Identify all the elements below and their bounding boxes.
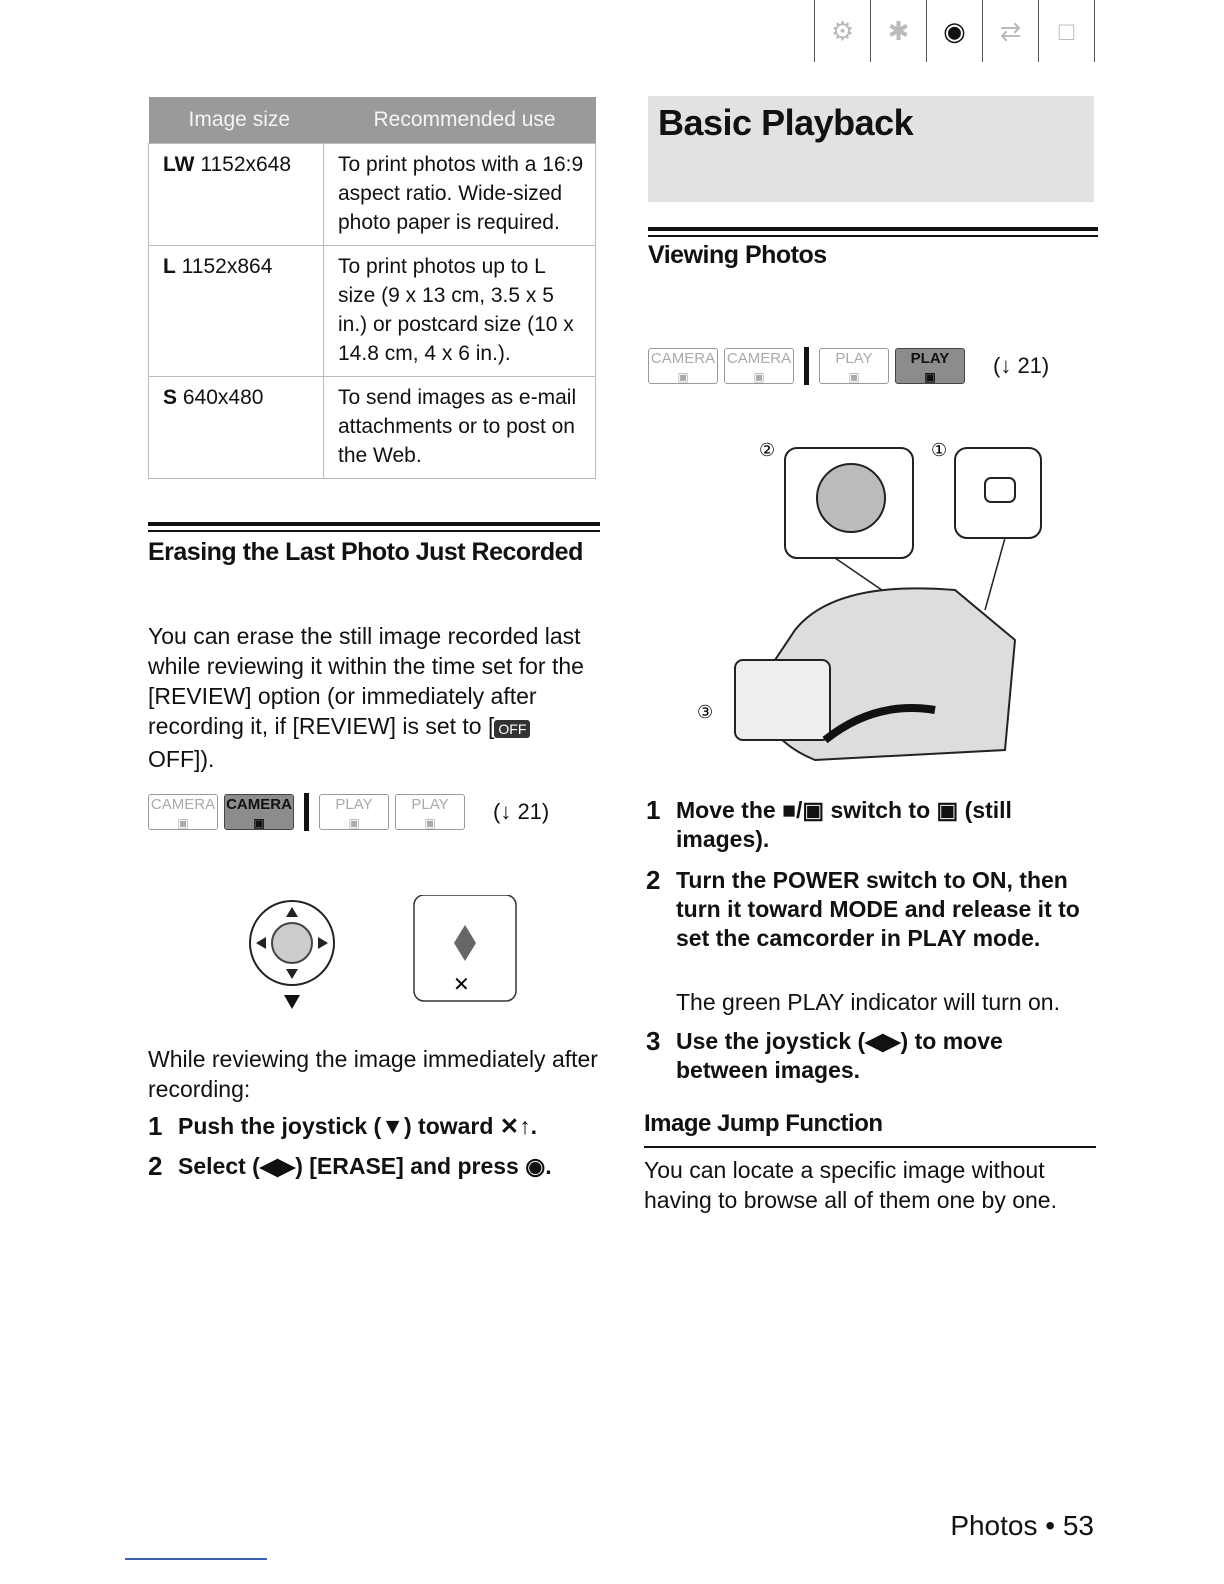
viewing-heading: Viewing Photos xyxy=(648,241,827,269)
playback-mode-selector xyxy=(648,347,1049,385)
mode-camera-still: CAMERA ▣ xyxy=(724,348,794,384)
mode-separator xyxy=(804,347,809,385)
section-rule xyxy=(148,522,600,526)
erase-step: 2 Select (◀▶) [ERASE] and press ◉. xyxy=(148,1151,552,1181)
still-camera-icon: ◉ xyxy=(926,0,982,62)
joystick-center xyxy=(272,923,312,963)
mode-play-still: PLAY ▣ xyxy=(395,794,465,830)
section-rule xyxy=(148,530,600,532)
page-title: Basic Playback xyxy=(658,102,914,143)
size-code: L xyxy=(163,255,176,278)
step-note: The green PLAY indicator will turn on. xyxy=(676,989,1060,1015)
mode-camera-still: CAMERA ▣ xyxy=(224,794,294,830)
page-reference: (↓ 21) xyxy=(493,799,550,824)
playback-step: 3 Use the joystick (◀▶) to move between images. xyxy=(646,1026,1003,1083)
print-icon: □ xyxy=(1038,0,1095,62)
joystick-diagram xyxy=(240,895,530,1015)
callout-number: ① xyxy=(931,440,948,461)
decorative-line xyxy=(125,1558,267,1560)
mode-separator xyxy=(304,793,309,831)
mode-camera-movie: CAMERA ▣ xyxy=(148,794,218,830)
transfer-icon: ⇄ xyxy=(982,0,1038,62)
size-code: LW xyxy=(163,153,195,176)
edit-mode-icon: ✱ xyxy=(870,0,926,62)
callout-number: ③ xyxy=(697,702,714,723)
mode-switch xyxy=(985,478,1015,502)
size-value: 1152x648 xyxy=(200,153,292,176)
camcorder-illustration xyxy=(695,440,1055,770)
chapter-icon-strip xyxy=(814,0,1095,62)
table-header-use: Recommended use xyxy=(324,97,596,144)
jump-text: You can locate a specific image without having to browse all of them one by one. xyxy=(644,1157,1057,1213)
erase-step: 1 Push the joystick (▼) toward ✕↑. xyxy=(148,1111,537,1141)
use-text: To print photos with a 16:9 aspect ratio. Wide-sized photo paper is required. xyxy=(324,144,596,246)
table-row xyxy=(149,377,596,479)
image-size-table xyxy=(148,97,596,479)
size-value: 640x480 xyxy=(182,386,264,409)
table-row xyxy=(149,144,596,246)
trash-icon: ✕ xyxy=(453,972,470,996)
size-value: 1152x864 xyxy=(181,255,273,278)
movie-mode-icon: ⚙ xyxy=(814,0,870,62)
table-row xyxy=(149,246,596,377)
erase-mode-selector xyxy=(148,793,549,831)
page-reference: (↓ 21) xyxy=(993,353,1050,378)
mode-play-movie: PLAY ▣ xyxy=(319,794,389,830)
playback-step: 1 Move the ■/▣ switch to ▣ (still images). xyxy=(646,795,1012,852)
use-text: To send images as e-mail attachments or to post on the Web. xyxy=(324,377,596,479)
down-arrow-icon xyxy=(284,995,300,1009)
page-footer: Photos • 53 xyxy=(950,1510,1094,1541)
mode-play-movie: PLAY ▣ xyxy=(819,348,889,384)
table-header-size: Image size xyxy=(149,97,324,144)
section-rule xyxy=(648,227,1098,231)
section-rule xyxy=(644,1146,1096,1148)
section-rule xyxy=(648,235,1098,237)
mode-camera-movie: CAMERA ▣ xyxy=(648,348,718,384)
playback-step: 2 Turn the POWER switch to ON, then turn it toward MODE and release it to set the camcorder in PLAY mode. xyxy=(646,865,1080,951)
erase-intro: You can erase the still image recorded last while reviewing it within the time set for the [REVIEW] option (or immediately after recording it, if [REVIEW] is set to [ OFF OFF]). xyxy=(148,623,584,772)
use-text: To print photos up to L size (9 x 13 cm, 3.5 x 5 in.) or postcard size (10 x 14.8 cm, 4 x 6 in.). xyxy=(324,246,596,377)
mode-play-still: PLAY ▣ xyxy=(895,348,965,384)
erase-heading: Erasing the Last Photo Just Recorded xyxy=(148,538,583,566)
joystick-icon xyxy=(454,925,476,961)
off-badge: OFF xyxy=(494,720,530,738)
lcd-panel xyxy=(735,660,830,740)
size-code: S xyxy=(163,386,178,409)
jump-heading: Image Jump Function xyxy=(644,1110,883,1137)
while-reviewing-text: While reviewing the image immediately after recording: xyxy=(148,1046,598,1102)
playback-title-box xyxy=(648,96,1094,202)
callout-number: ② xyxy=(759,440,776,461)
power-dial xyxy=(817,464,885,532)
